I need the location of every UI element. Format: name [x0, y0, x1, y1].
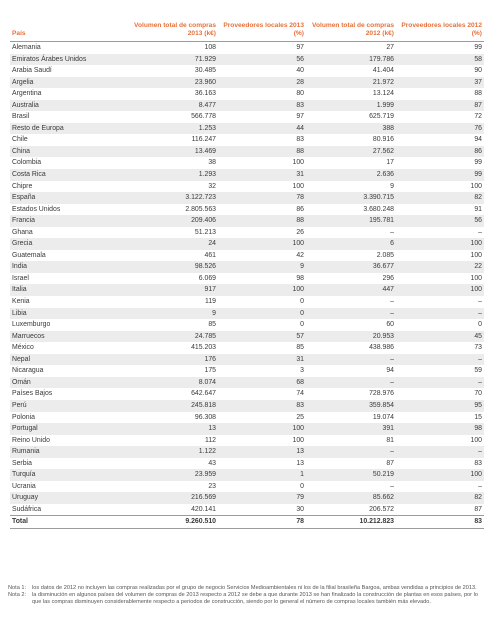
cell-local-2013: 100 [292, 286, 304, 294]
cell-volume-2013: 51.213 [194, 228, 216, 236]
cell-local-2013: 68 [296, 378, 304, 386]
cell-local-2013: 26 [296, 228, 304, 236]
cell-volume-2012: 1.999 [376, 101, 394, 109]
cell-local-2013: 79 [296, 494, 304, 502]
cell-local-2013: 1 [300, 471, 304, 479]
cell-local-2012: 100 [470, 240, 482, 248]
cell-local-2013: 40 [296, 67, 304, 75]
cell-volume-2013: 108 [204, 44, 216, 51]
header-country: País [12, 30, 26, 37]
table-row [10, 54, 484, 66]
cell-volume-2013: 2.805.563 [185, 205, 216, 213]
cell-local-2013: 0 [300, 309, 304, 317]
cell-volume-2013: 13 [208, 425, 216, 433]
cell-local-2013: 83 [296, 101, 304, 109]
note-label: Nota 1: [8, 585, 27, 591]
cell-volume-2013: 461 [204, 251, 216, 259]
cell-volume-2012: 179.786 [369, 55, 394, 63]
table-row [10, 481, 484, 493]
table-row [10, 261, 484, 273]
table-row [10, 319, 484, 331]
table-row [10, 423, 484, 435]
cell-local-2013: 97 [296, 44, 304, 51]
cell-volume-2012: 27 [386, 44, 394, 51]
cell-volume-2012: 391 [382, 425, 394, 433]
cell-volume-2013: 642.647 [191, 390, 216, 398]
cell-volume-2013: 1.253 [198, 124, 216, 132]
cell-local-2013: 56 [296, 55, 304, 63]
cell-local-2012: 82 [474, 494, 482, 502]
cell-country: Total [10, 516, 128, 529]
cell-local-2013: 0 [300, 298, 304, 306]
cell-local-2012: 22 [474, 263, 482, 271]
cell-country: México [12, 344, 34, 352]
table-row [10, 88, 484, 100]
cell-volume-2012: 27.562 [372, 147, 394, 155]
cell-volume-2013: 8.477 [198, 101, 216, 109]
cell-local-2012: 100 [470, 251, 482, 259]
table-row [10, 227, 484, 239]
table-row [10, 111, 484, 123]
cell-volume-2012: 50.219 [372, 471, 394, 479]
cell-country: Portugal [12, 425, 38, 433]
cell-local-2013: 74 [296, 390, 304, 398]
cell-volume-2012: 2.636 [376, 171, 394, 179]
cell-local-2012: – [478, 298, 482, 306]
cell-local-2012: – [478, 309, 482, 317]
cell-volume-2013: 1.122 [198, 448, 216, 456]
cell-country: Francia [12, 217, 35, 225]
note-text: los datos de 2012 no incluyen las compras realizadas por el grupo de negocio Servicios Medioambientales ni los de la filial brasileña Bargoa, ambas vendidas a principios de 2013. [32, 585, 477, 591]
cell-volume-2012: 2.085 [376, 251, 394, 259]
cell-country: Omán [12, 378, 31, 386]
cell-local-2012: – [478, 448, 482, 456]
cell-local-2013: 83 [296, 136, 304, 144]
cell-volume-2012: 6 [390, 240, 394, 248]
cell-country: Argentina [12, 90, 42, 98]
table-row [10, 492, 484, 504]
table-row [10, 284, 484, 296]
cell-volume-2012: 438.986 [369, 344, 394, 352]
cell-volume-2012: 625.719 [369, 113, 394, 121]
cell-volume-2012: – [390, 298, 394, 306]
cell-volume-2013: 13.469 [194, 147, 216, 155]
table-row [10, 169, 484, 181]
cell-local-2012: 98 [474, 425, 482, 433]
cell-volume-2012: 296 [382, 274, 394, 282]
table-row [10, 204, 484, 216]
cell-volume-2012: – [390, 355, 394, 363]
cell-volume-2013: 420.141 [191, 505, 216, 513]
cell-volume-2012: 94 [386, 367, 394, 375]
cell-volume-2013: 8.074 [198, 378, 216, 386]
cell-volume-2013: 30.485 [194, 67, 216, 75]
cell-country: Guatemala [12, 251, 46, 259]
cell-local-2012: 87 [474, 505, 482, 513]
cell-local-2012: 99 [474, 44, 482, 51]
cell-country: Alemania [12, 44, 41, 51]
purchases-by-country-table [10, 22, 484, 529]
cell-volume-2013: 98.526 [194, 263, 216, 271]
cell-local-2012: 100 [470, 286, 482, 294]
cell-volume-2013: 24 [208, 240, 216, 248]
cell-volume-2012: – [390, 378, 394, 386]
cell-local-2013: 97 [296, 113, 304, 121]
cell-country: India [12, 263, 27, 271]
cell-local-2013: 0 [300, 321, 304, 329]
table-row [10, 65, 484, 77]
cell-local-2012: 91 [474, 205, 482, 213]
cell-volume-2012: 9 [390, 182, 394, 190]
cell-local-2012: 99 [474, 171, 482, 179]
cell-local-2013: 88 [296, 217, 304, 225]
cell-local-2013: 30 [296, 505, 304, 513]
note-2 [8, 592, 478, 606]
cell-volume-2013: 566.778 [191, 113, 216, 121]
cell-local-2012: 56 [474, 217, 482, 225]
table-row [10, 365, 484, 377]
cell-volume-2013: 23 [208, 482, 216, 490]
purchases-table-container [10, 22, 484, 529]
cell-volume-2012: 3.390.715 [363, 194, 394, 202]
table-row [10, 273, 484, 285]
cell-volume-2013: 24.785 [194, 332, 216, 340]
cell-local-2012: 87 [474, 101, 482, 109]
cell-local-2012: 15 [474, 413, 482, 421]
note-label: Nota 2: [8, 592, 27, 599]
cell-country: Kenia [12, 298, 30, 306]
cell-volume-2012: 13.124 [372, 90, 394, 98]
cell-local-2013: 31 [296, 171, 304, 179]
table-row [10, 134, 484, 146]
table-body [10, 42, 484, 529]
cell-local-2012: 100 [470, 436, 482, 444]
notes [8, 585, 478, 607]
cell-volume-2012: 36.677 [372, 263, 394, 271]
cell-volume-2013: 216.569 [191, 494, 216, 502]
cell-country: Libia [12, 309, 27, 317]
table-row [10, 215, 484, 227]
cell-volume-2013: 245.818 [191, 401, 216, 409]
table-row [10, 469, 484, 481]
cell-local-2012: 88 [474, 90, 482, 98]
cell-country: Nepal [12, 355, 31, 363]
header-volume-2012: Volumen total de compras 2012 (k€) [312, 22, 394, 37]
cell-local-2013: 83 [296, 401, 304, 409]
table-row [10, 77, 484, 89]
cell-country: China [12, 147, 31, 155]
cell-volume-2012: 85.662 [372, 494, 394, 502]
cell-country: Turquía [12, 471, 36, 479]
cell-local-2012: – [478, 355, 482, 363]
cell-country: Marruecos [12, 332, 45, 340]
cell-volume-2012: 10.212.823 [306, 516, 396, 529]
cell-local-2013: 78 [218, 516, 306, 529]
cell-volume-2012: 359.854 [369, 401, 394, 409]
cell-local-2013: 100 [292, 159, 304, 167]
cell-volume-2012: 81 [386, 436, 394, 444]
cell-country: Ghana [12, 228, 33, 236]
cell-volume-2012: 195.781 [369, 217, 394, 225]
cell-local-2013: 13 [296, 459, 304, 467]
cell-local-2013: 25 [296, 413, 304, 421]
cell-volume-2012: – [390, 448, 394, 456]
cell-local-2012: 76 [474, 124, 482, 132]
cell-volume-2012: 60 [386, 321, 394, 329]
table-row [10, 296, 484, 308]
cell-volume-2012: 41.404 [372, 67, 394, 75]
cell-volume-2012: 19.074 [372, 413, 394, 421]
cell-country: Italia [12, 286, 27, 294]
cell-volume-2012: – [390, 309, 394, 317]
cell-local-2012: 86 [474, 147, 482, 155]
cell-local-2013: 31 [296, 355, 304, 363]
table-row [10, 435, 484, 447]
table-row [10, 123, 484, 135]
cell-volume-2013: 9.260.510 [128, 516, 218, 529]
cell-volume-2013: 85 [208, 321, 216, 329]
cell-local-2012: 45 [474, 332, 482, 340]
cell-local-2013: 42 [296, 251, 304, 259]
cell-country: Australia [12, 101, 39, 109]
cell-volume-2013: 96.308 [194, 413, 216, 421]
cell-volume-2013: 23.959 [194, 471, 216, 479]
cell-volume-2012: 388 [382, 124, 394, 132]
cell-country: Polonia [12, 413, 35, 421]
table-row [10, 181, 484, 193]
cell-local-2012: 94 [474, 136, 482, 144]
table-row [10, 238, 484, 250]
cell-local-2013: 0 [300, 482, 304, 490]
cell-country: Costa Rica [12, 171, 46, 179]
cell-volume-2012: 447 [382, 286, 394, 294]
total-row [10, 516, 484, 529]
cell-volume-2013: 116.247 [191, 136, 216, 144]
cell-volume-2013: 38 [208, 159, 216, 167]
cell-country: Chipre [12, 182, 33, 190]
cell-local-2013: 85 [296, 344, 304, 352]
table-row [10, 308, 484, 320]
cell-volume-2013: 3.122.723 [185, 194, 216, 202]
cell-local-2013: 13 [296, 448, 304, 456]
table-row [10, 412, 484, 424]
cell-local-2013: 80 [296, 90, 304, 98]
cell-volume-2013: 32 [208, 182, 216, 190]
cell-local-2012: 99 [474, 159, 482, 167]
cell-volume-2013: 917 [204, 286, 216, 294]
cell-volume-2013: 1.293 [198, 171, 216, 179]
cell-country: Arabia Saudí [12, 67, 52, 75]
cell-country: Luxemburgo [12, 321, 51, 329]
table-row [10, 342, 484, 354]
cell-volume-2013: 9 [212, 309, 216, 317]
cell-country: Estados Unidos [12, 205, 61, 213]
header-volume-2013: Volumen total de compras 2013 (k€) [134, 22, 216, 37]
cell-local-2013: 100 [292, 436, 304, 444]
note-1 [8, 585, 478, 592]
cell-local-2013: 3 [300, 367, 304, 375]
table-row [10, 157, 484, 169]
cell-local-2012: 83 [474, 459, 482, 467]
cell-volume-2013: 43 [208, 459, 216, 467]
table-row [10, 400, 484, 412]
cell-local-2013: 57 [296, 332, 304, 340]
cell-local-2012: 100 [470, 182, 482, 190]
cell-country: España [12, 194, 36, 202]
cell-volume-2012: 80.916 [372, 136, 394, 144]
cell-volume-2013: 6.069 [198, 274, 216, 282]
cell-volume-2012: 3.680.248 [363, 205, 394, 213]
cell-country: Serbia [12, 459, 32, 467]
cell-volume-2013: 71.929 [194, 55, 216, 63]
cell-country: Grecia [12, 240, 33, 248]
cell-volume-2013: 175 [204, 367, 216, 375]
cell-volume-2013: 36.163 [194, 90, 216, 98]
cell-local-2012: 100 [470, 471, 482, 479]
cell-local-2012: 83 [396, 516, 484, 529]
cell-country: Países Bajos [12, 390, 53, 398]
note-text: la disminución en algunos países del volumen de compras de 2013 respecto a 2012 se debe a que durante 2013 se han finalizado la construcción de plantas en esos países, por lo que las compras disminuyen considerablemente respecto a periodos de construcción, siendo por lo general el número de compras locales también más elevado. [32, 592, 478, 606]
header-local-suppliers-2013: Proveedores locales 2013 (%) [223, 22, 304, 37]
cell-local-2012: 73 [474, 344, 482, 352]
cell-volume-2012: 17 [386, 159, 394, 167]
table-row [10, 250, 484, 262]
cell-local-2013: 88 [296, 147, 304, 155]
cell-local-2013: 28 [296, 78, 304, 86]
cell-volume-2012: – [390, 228, 394, 236]
cell-volume-2012: 728.976 [369, 390, 394, 398]
cell-local-2012: – [478, 482, 482, 490]
cell-local-2013: 100 [292, 425, 304, 433]
cell-local-2012: – [478, 378, 482, 386]
cell-volume-2012: 206.572 [369, 505, 394, 513]
cell-local-2013: 86 [296, 205, 304, 213]
cell-country: Uruguay [12, 494, 39, 502]
cell-country: Emiratos Árabes Unidos [12, 55, 87, 63]
cell-volume-2013: 23.960 [194, 78, 216, 86]
cell-local-2012: – [478, 228, 482, 236]
cell-local-2012: 37 [474, 78, 482, 86]
table-row [10, 331, 484, 343]
table-row [10, 100, 484, 112]
cell-country: Sudáfrica [12, 505, 42, 513]
cell-local-2013: 44 [296, 124, 304, 132]
cell-volume-2013: 112 [205, 436, 216, 444]
cell-country: Perú [12, 401, 27, 409]
table-row [10, 42, 484, 54]
cell-volume-2013: 176 [204, 355, 216, 363]
cell-volume-2013: 415.203 [191, 344, 216, 352]
table-row [10, 504, 484, 516]
header-local-suppliers-2012: Proveedores locales 2012 (%) [401, 22, 482, 37]
cell-country: Reino Unido [12, 436, 50, 444]
table-row [10, 377, 484, 389]
table-row [10, 192, 484, 204]
cell-local-2012: 100 [470, 274, 482, 282]
table-row [10, 146, 484, 158]
cell-country: Rumania [12, 448, 40, 456]
cell-volume-2012: 20.953 [372, 332, 394, 340]
cell-local-2012: 95 [474, 401, 482, 409]
cell-country: Colombia [12, 159, 42, 167]
cell-local-2013: 9 [300, 263, 304, 271]
cell-volume-2012: 87 [386, 459, 394, 467]
cell-local-2012: 70 [474, 390, 482, 398]
cell-local-2012: 72 [474, 113, 482, 121]
cell-volume-2012: – [390, 482, 394, 490]
table-row [10, 446, 484, 458]
cell-local-2013: 78 [296, 194, 304, 202]
cell-local-2012: 59 [474, 367, 482, 375]
table-row [10, 354, 484, 366]
table-header-row [10, 22, 484, 42]
cell-local-2012: 58 [474, 55, 482, 63]
cell-country: Nicaragua [12, 367, 44, 375]
cell-country: Brasil [12, 113, 30, 121]
cell-country: Resto de Europa [12, 124, 64, 132]
cell-volume-2013: 119 [205, 298, 216, 306]
cell-volume-2013: 209.406 [191, 217, 216, 225]
table-row [10, 388, 484, 400]
cell-local-2013: 100 [292, 182, 304, 190]
cell-local-2012: 0 [478, 321, 482, 329]
cell-country: Chile [12, 136, 28, 144]
cell-country: Argelia [12, 78, 34, 86]
cell-country: Ucrania [12, 482, 36, 490]
cell-volume-2012: 21.972 [372, 78, 394, 86]
cell-local-2012: 82 [474, 194, 482, 202]
table-row [10, 458, 484, 470]
cell-local-2013: 100 [292, 240, 304, 248]
cell-local-2013: 98 [296, 274, 304, 282]
cell-country: Israel [12, 274, 29, 282]
cell-local-2012: 90 [474, 67, 482, 75]
